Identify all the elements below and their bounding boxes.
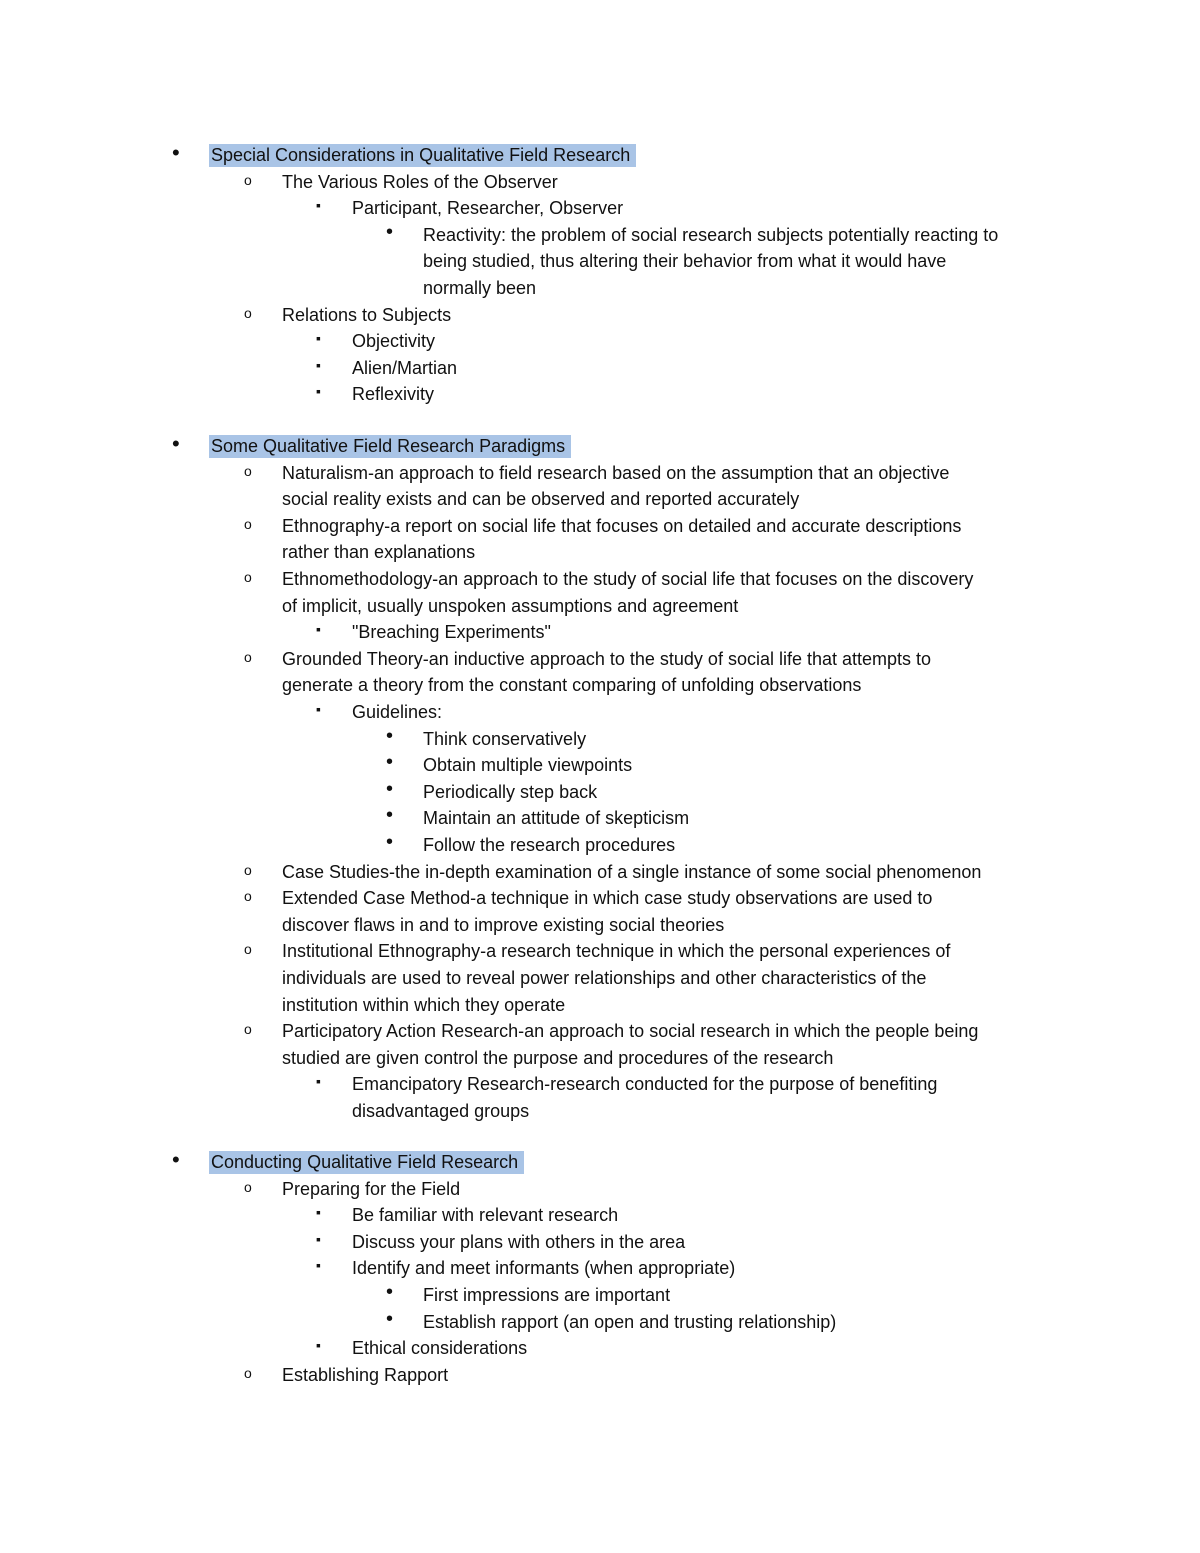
bullet-marker: o bbox=[244, 1365, 252, 1381]
bullet-marker: o bbox=[244, 569, 252, 585]
outline-text: rather than explanations bbox=[282, 542, 476, 562]
outline-text: disadvantaged groups bbox=[352, 1101, 530, 1121]
outline-text: Reactivity: the problem of social research subjects potentially reacting to bbox=[423, 225, 999, 245]
outline-text: Emancipatory Research-research conducted for the purpose of benefiting bbox=[352, 1074, 938, 1094]
bullet-marker: o bbox=[244, 941, 252, 957]
bullet-marker: • bbox=[386, 725, 394, 747]
bullet-marker: ▪ bbox=[316, 621, 321, 637]
bullet-marker: • bbox=[386, 1281, 394, 1303]
bullet-marker: ▪ bbox=[316, 1231, 321, 1247]
bullet-marker: • bbox=[172, 140, 180, 165]
bullet-marker: o bbox=[244, 649, 252, 665]
section-heading: Special Considerations in Qualitative Field Research bbox=[209, 144, 636, 167]
bullet-marker: o bbox=[244, 516, 252, 532]
bullet-marker: o bbox=[244, 172, 252, 188]
bullet-marker: o bbox=[244, 888, 252, 904]
bullet-marker: o bbox=[244, 862, 252, 878]
bullet-marker: • bbox=[172, 431, 180, 456]
outline-text: generate a theory from the constant comparing of unfolding observations bbox=[282, 675, 862, 695]
outline-text: First impressions are important bbox=[423, 1285, 671, 1305]
bullet-marker: • bbox=[172, 1147, 180, 1172]
outline-text: Periodically step back bbox=[423, 782, 598, 802]
section-heading: Some Qualitative Field Research Paradigms bbox=[209, 435, 571, 458]
outline-text: Extended Case Method-a technique in which case study observations are used to bbox=[282, 888, 933, 908]
outline-text: studied are given control the purpose and procedures of the research bbox=[282, 1048, 834, 1068]
outline-text: Alien/Martian bbox=[352, 358, 458, 378]
bullet-marker: • bbox=[386, 221, 394, 243]
bullet-marker: ▪ bbox=[316, 1337, 321, 1353]
outline-text: normally been bbox=[423, 278, 537, 298]
outline-text: Institutional Ethnography-a research technique in which the personal experiences of bbox=[282, 941, 951, 961]
outline-text: individuals are used to reveal power relationships and other characteristics of the bbox=[282, 968, 927, 988]
bullet-marker: ▪ bbox=[316, 330, 321, 346]
outline-text: Identify and meet informants (when appropriate) bbox=[352, 1258, 736, 1278]
outline-text: Naturalism-an approach to field research based on the assumption that an objective bbox=[282, 463, 950, 483]
outline-text: Preparing for the Field bbox=[282, 1179, 461, 1199]
bullet-marker: ▪ bbox=[316, 197, 321, 213]
outline-text: Participatory Action Research-an approach to social research in which the people being bbox=[282, 1021, 979, 1041]
outline-text: Think conservatively bbox=[423, 729, 587, 749]
bullet-marker: ▪ bbox=[316, 383, 321, 399]
outline-text: Case Studies-the in-depth examination of a single instance of some social phenomenon bbox=[282, 862, 982, 882]
outline-text: Reflexivity bbox=[352, 384, 435, 404]
outline-text: "Breaching Experiments" bbox=[352, 622, 551, 642]
bullet-marker: ▪ bbox=[316, 357, 321, 373]
bullet-marker: ▪ bbox=[316, 1257, 321, 1273]
outline-text: Be familiar with relevant research bbox=[352, 1205, 619, 1225]
outline-text: Ethnography-a report on social life that focuses on detailed and accurate descriptions bbox=[282, 516, 962, 536]
bullet-marker: • bbox=[386, 804, 394, 826]
outline-text: Discuss your plans with others in the area bbox=[352, 1232, 686, 1252]
outline-text: of implicit, usually unspoken assumptions and agreement bbox=[282, 596, 739, 616]
outline-text: Relations to Subjects bbox=[282, 305, 452, 325]
outline-text: Ethnomethodology-an approach to the study of social life that focuses on the discovery bbox=[282, 569, 974, 589]
bullet-marker: • bbox=[386, 778, 394, 800]
bullet-marker: o bbox=[244, 305, 252, 321]
bullet-marker: ▪ bbox=[316, 1073, 321, 1089]
outline-text: Objectivity bbox=[352, 331, 436, 351]
bullet-marker: ▪ bbox=[316, 701, 321, 717]
outline-text: discover flaws in and to improve existing social theories bbox=[282, 915, 725, 935]
bullet-marker: o bbox=[244, 1179, 252, 1195]
outline-text: social reality exists and can be observed and reported accurately bbox=[282, 489, 800, 509]
outline-text: Grounded Theory-an inductive approach to the study of social life that attempts to bbox=[282, 649, 932, 669]
outline-text: Obtain multiple viewpoints bbox=[423, 755, 633, 775]
outline-text: The Various Roles of the Observer bbox=[282, 172, 558, 192]
outline-text: institution within which they operate bbox=[282, 995, 566, 1015]
bullet-marker: ▪ bbox=[316, 1204, 321, 1220]
outline-text: Establishing Rapport bbox=[282, 1365, 449, 1385]
outline-text: Follow the research procedures bbox=[423, 835, 676, 855]
outline-text: Establish rapport (an open and trusting relationship) bbox=[423, 1312, 837, 1332]
bullet-marker: • bbox=[386, 751, 394, 773]
outline-text: Maintain an attitude of skepticism bbox=[423, 808, 690, 828]
outline-text: being studied, thus altering their behavior from what it would have bbox=[423, 251, 947, 271]
bullet-marker: • bbox=[386, 831, 394, 853]
outline-text: Participant, Researcher, Observer bbox=[352, 198, 624, 218]
bullet-marker: o bbox=[244, 1021, 252, 1037]
outline-text: Ethical considerations bbox=[352, 1338, 528, 1358]
bullet-marker: • bbox=[386, 1308, 394, 1330]
bullet-marker: o bbox=[244, 463, 252, 479]
outline-text: Guidelines: bbox=[352, 702, 443, 722]
section-heading: Conducting Qualitative Field Research bbox=[209, 1151, 524, 1174]
